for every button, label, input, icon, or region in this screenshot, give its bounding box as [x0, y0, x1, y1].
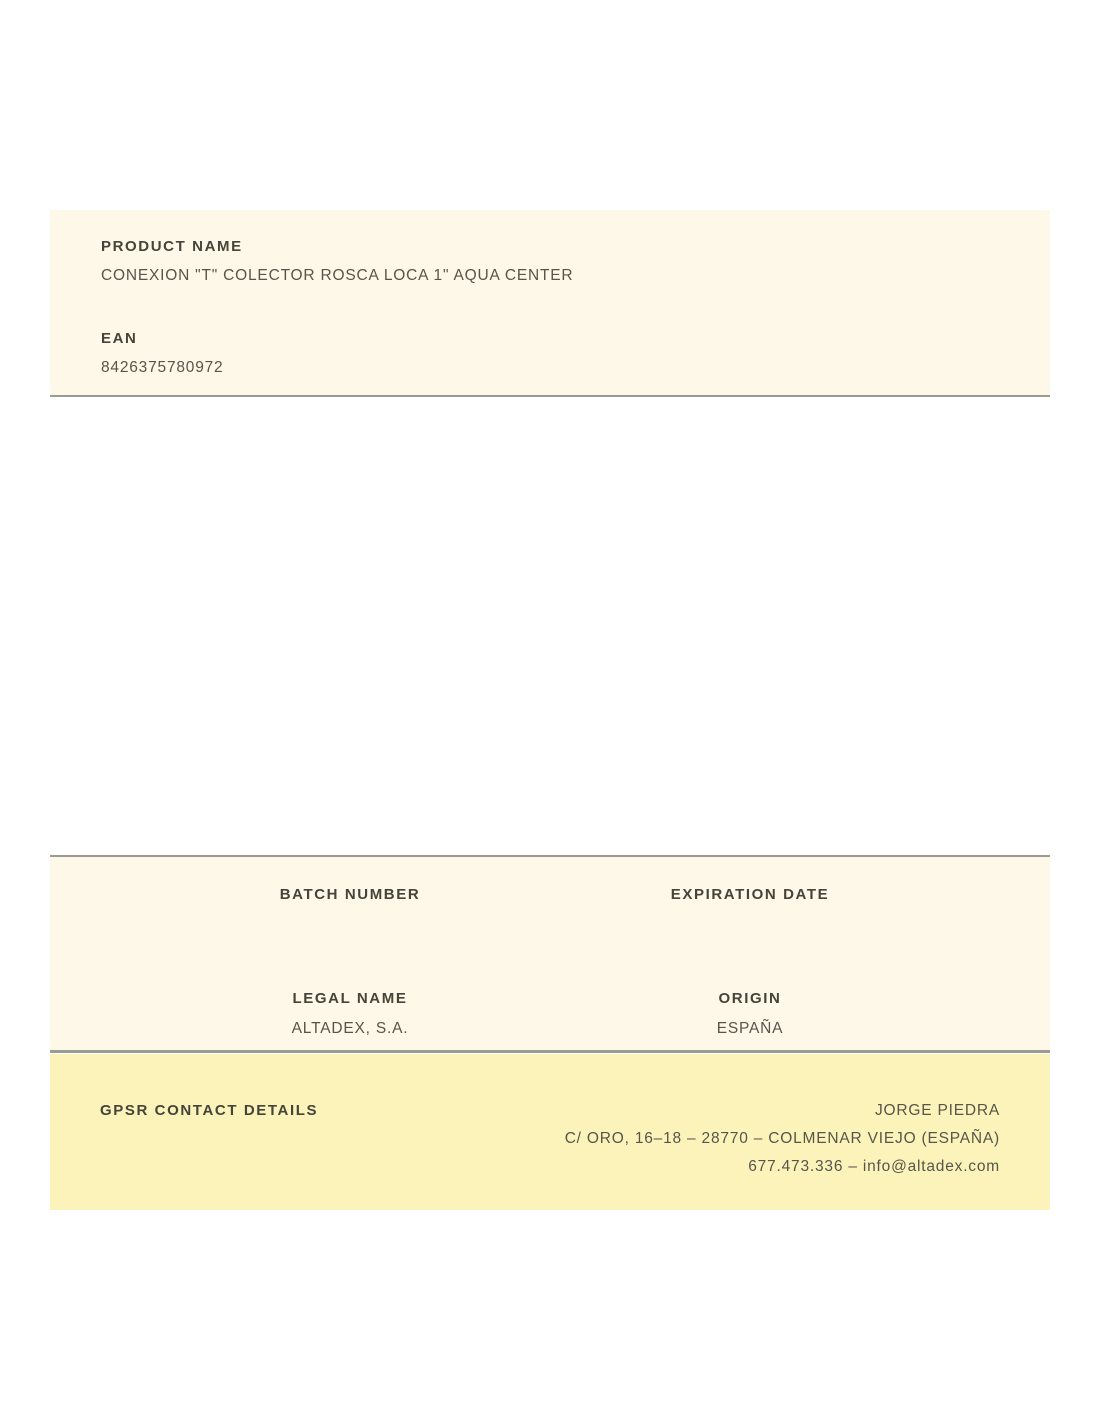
batch-number-label: BATCH NUMBER [279, 886, 421, 903]
origin-value: ESPAÑA [716, 1020, 784, 1037]
gpsr-header-row [100, 1097, 1000, 1125]
contact-lines [100, 1125, 1000, 1181]
legal-origin-row [150, 990, 950, 1038]
contact-name: JORGE PIEDRA [874, 1102, 1000, 1119]
legal-name-label: LEGAL NAME [292, 990, 408, 1007]
expiration-date-cell [550, 886, 950, 916]
expiration-date-label: EXPIRATION DATE [670, 886, 830, 903]
product-section [50, 210, 1050, 397]
origin-cell [550, 990, 950, 1038]
legal-name-value: ALTADEX, S.A. [291, 1020, 409, 1037]
batch-expiration-row [150, 886, 950, 916]
batch-number-cell [150, 886, 550, 916]
spacer [150, 916, 950, 990]
gpsr-title: GPSR CONTACT DETAILS [100, 1102, 319, 1119]
ean-label: EAN [101, 330, 138, 347]
product-name-label: PRODUCT NAME [101, 238, 243, 255]
gpsr-section [50, 1054, 1050, 1210]
origin-label: ORIGIN [718, 990, 782, 1007]
ean-value: 8426375780972 [101, 359, 224, 376]
legal-name-cell [150, 990, 550, 1038]
spacer [101, 285, 999, 330]
contact-address: C/ ORO, 16–18 – 28770 – COLMENAR VIEJO (ESPAÑA) [564, 1130, 1000, 1147]
batch-section [50, 855, 1050, 1053]
contact-phone-email: 677.473.336 – info@altadex.com [748, 1158, 1000, 1175]
product-name-value: CONEXION "T" COLECTOR ROSCA LOCA 1" AQUA CENTER [101, 267, 574, 284]
